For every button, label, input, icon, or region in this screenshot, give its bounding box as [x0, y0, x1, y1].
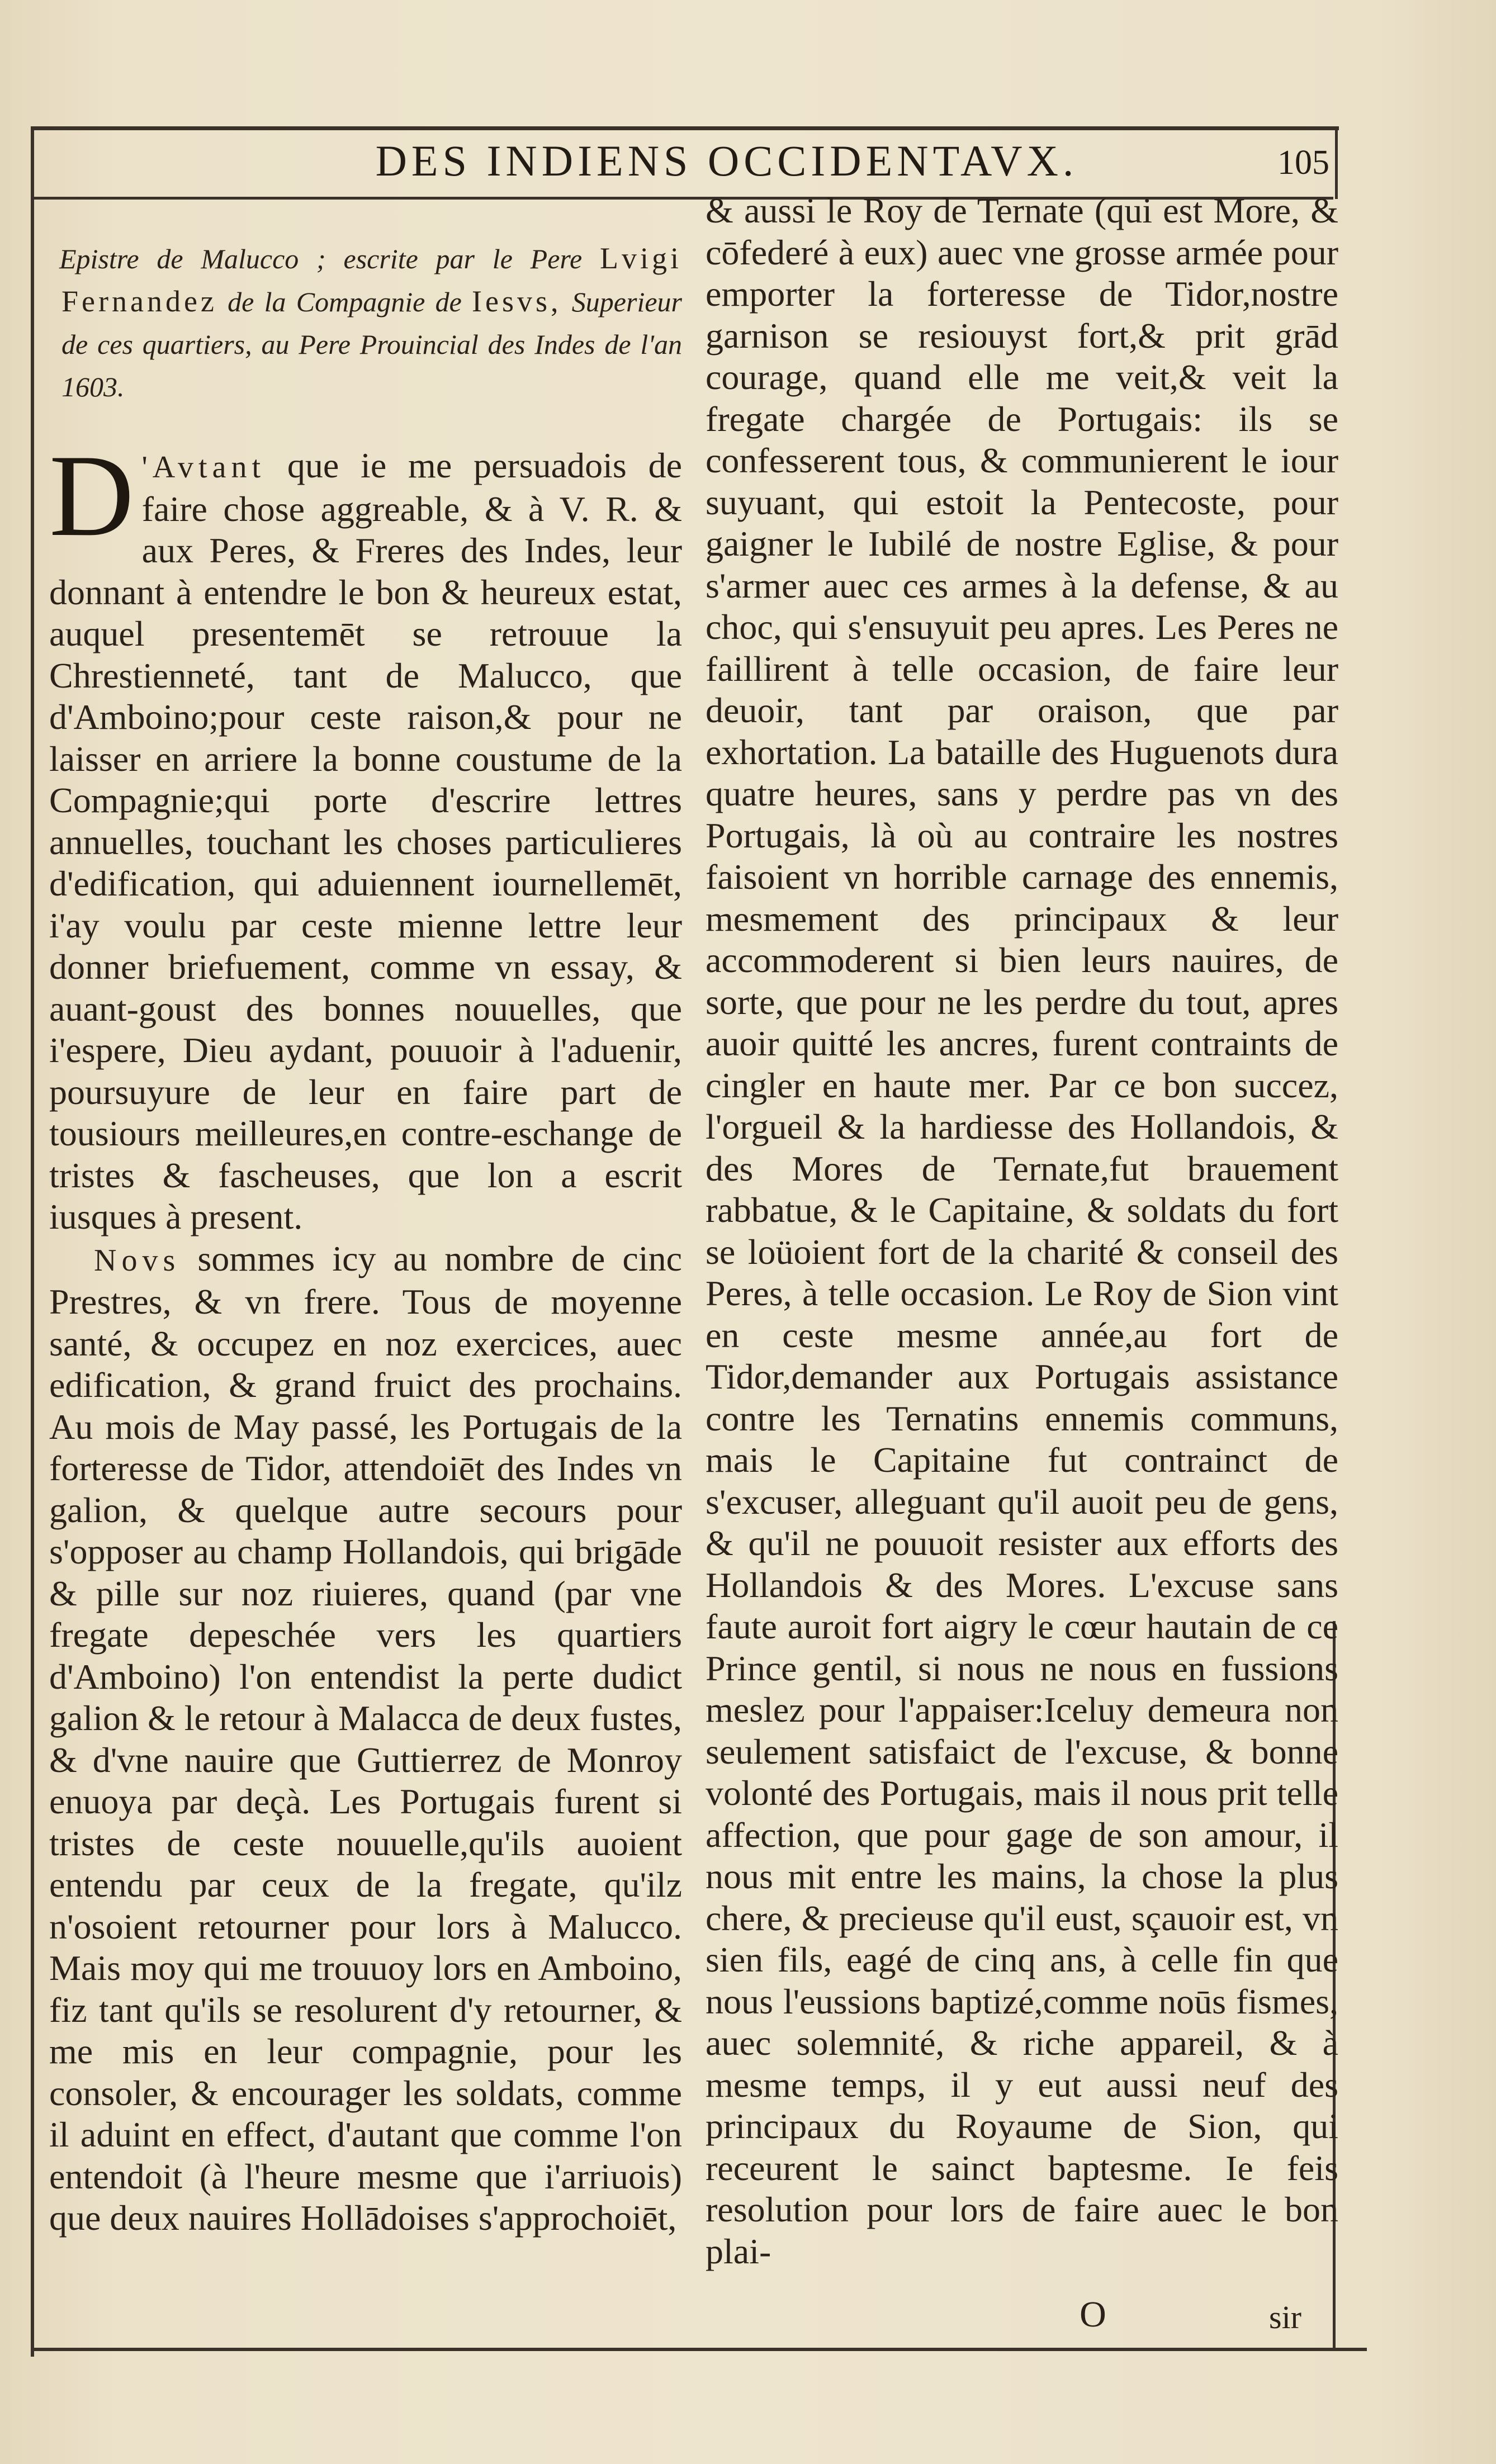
right-column	[706, 190, 1338, 2272]
paragraph-2-text: sommes icy au nombre de cinc Prestres, & vn frere. Tous de moyenne santé, & occupez en noz exercices, auec edification, & grand fruict des prochains. Au mois de May passé, les Portugais de la forteresse de Tidor, attendoiēt des Indes vn galion, & quelque autre secours pour s'opposer au champ Hollandois, qui brigāde & pille sur noz riuieres, quand (par vne fregate depeschée vers les quartiers d'Amboino) l'on entendist la perte dudict galion & le retour à Malacca de deux fustes, & d'vne nauire que Guttierrez de Monroy enuoya par deçà. Les Portugais furent si tristes de ceste nouuelle,qu'ils auoient entendu par ceux de la fregate, qu'ilz n'osoient retourner pour lors à Malucco. Mais moy qui me trouuoy lors en Amboino, fiz tant qu'ils se resolurent d'y retourner, & me mis en leur compagnie, pour les consoler, & encourager les soldats, comme il aduint en effect, d'autant que comme l'on entendoit (à l'heure mesme que i'arriuois) que deux nauires Hollādoises s'approchoiēt,	[49, 1238, 682, 2238]
paragraph-2-continued: & aussi le Roy de Ternate (qui est More, & cōfederé à eux) auec vne grosse armée pour emporter la forteresse de Tidor,nostre garnison se resiouyst fort,& prit grād courage, quand elle me veit,& veit la fregate chargée de Portugais: ils se confesserent tous, & communierent le iour suyuant, qui estoit la Pentecoste, pour gaigner le Iubilé de nostre Eglise, & pour s'armer auec ces armes à la defense, & au choc, qui s'ensuyuit peu apres. Les Peres ne faillirent à telle occasion, de faire leur deuoir, tant par oraison, que par exhortation. La bataille des Huguenots dura quatre heures, sans y perdre pas vn des Portugais, là où au contraire les nostres faisoient vn horrible carnage des ennemis, mesmement des principaux & leur accommoderent si bien leurs nauires, de sorte, que pour ne les perdre du tout, apres auoir quitté les ancres, furent contraints de cingler en haute mer. Par ce bon succez, l'orgueil & la hardiesse des Hollandois, & des Mores de Ternate,fut brauement rabbatue, & le Capitaine, & soldats du fort se loüoient fort de la charité & conseil des Peres, à telle occasion. Le Roy de Sion vint en ceste mesme année,au fort de Tidor,demander aux Portugais assistance contre les Ternatins ennemis communs, mais le Capitaine fut contrainct de s'excuser, alleguant qu'il auoit peu de gens, & qu'il ne pouuoit resister aux efforts des Hollandois & des Mores. L'excuse sans faute auroit fort aigry le cœur hautain de ce Prince gentil, si nous ne nous en fussions meslez pour l'appaiser:Iceluy demeura non seulement satisfaict de l'excuse, & bonne volonté des Portugais, mais il nous prit telle affection, que pour gage de son amour, il nous mit entre les mains, la chose la plus chere, & precieuse qu'il eust, sçauoir est, vn sien fils, eagé de cinq ans, à celle fin que nous l'eussions baptizé,comme noūs fismes, auec solemnité, & riche appareil, & à mesme temps, il y eut aussi neuf des principaux du Royaume de Sion, qui receurent le sainct baptesme. Ie feis resolution pour lors de faire auec le bon plai-	[706, 191, 1338, 2271]
paragraph-2-opening-word: Novs	[94, 1243, 181, 1278]
frame-rule-right-top	[1335, 126, 1338, 199]
signature-mark: O	[1080, 2294, 1106, 2335]
left-column	[49, 201, 682, 2239]
frame-rule-bottom	[31, 2348, 1367, 2351]
frame-rule-left	[31, 126, 34, 2357]
paragraph-1-opening-word: 'Avtant	[141, 450, 266, 485]
paragraph-2	[49, 1238, 682, 2239]
drop-cap: D	[49, 431, 134, 561]
page-number: 105	[1277, 144, 1329, 182]
heading-part-1: Epistre de Malucco ; escrite par le Pere	[59, 243, 600, 274]
heading-part-2: de la Compagnie de	[217, 286, 472, 318]
running-title: DES INDIENS OCCIDENTAVX.	[375, 136, 1078, 185]
heading-society: Iesvs,	[472, 285, 562, 318]
letter-heading	[49, 237, 682, 408]
paragraph-1-text: que ie me persuadois de faire chose aggreable, & à V. R. & aux Peres, & Freres des Indes, leur donnant à entendre le bon & heureux estat, auquel presentemēt se retrouue la Chrestienneté, tant de Malucco, que d'Amboino;pour ceste raison,& pour ne laisser en arriere la bonne coustume de la Compagnie;qui porte d'escrire lettres annuelles, touchant les choses particulieres d'edification, qui aduiennent iournellemēt, i'ay voulu par ceste mienne lettre leur donner briefuement, comme vn essay, & auant-goust des bonnes nouuelles, que i'espere, Dieu aydant, pouuoir à l'aduenir, poursuyure de leur en faire part de tousiours meilleures,en contre-eschange de tristes & fascheuses, que lon a escrit iusques à present.	[49, 446, 682, 1236]
paragraph-1	[49, 431, 682, 1238]
heading-part-3: Superieur de ces quartiers, au Pere Prouincial des Indes de l'an 1603.	[61, 286, 682, 402]
heading-author-name: Lvigi Fernandez	[61, 241, 682, 318]
catchword: sir	[1269, 2299, 1301, 2335]
